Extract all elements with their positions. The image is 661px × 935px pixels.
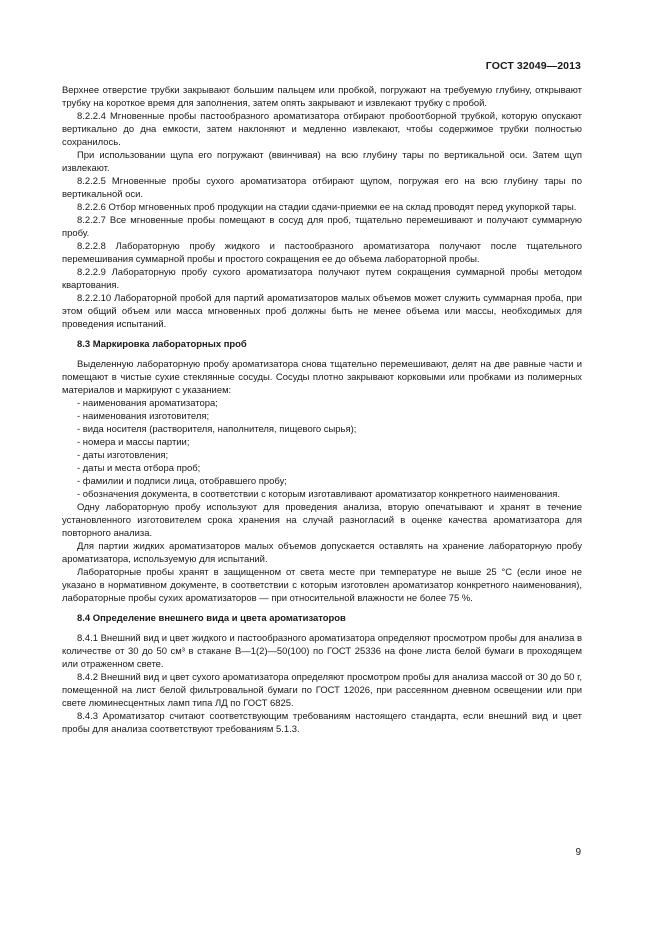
- paragraph: Верхнее отверстие трубки закрывают большим пальцем или пробкой, погружают на требуемую глубину, открывают трубку на короткое время для заполнения, затем опять закрывают и извлекают трубку с пробой.: [62, 85, 582, 109]
- paragraph: 8.4.1 Внешний вид и цвет жидкого и пастообразного ароматизатора определяют просмотром пробы для анализа в количестве от 30 до 50 см³ в стакане В—1(2)—50(100) по ГОСТ 25336 на фоне листа белой бумаги в проходящем или отраженном свете.: [62, 633, 582, 670]
- page-number: 9: [575, 847, 581, 858]
- paragraph: 8.2.2.7 Все мгновенные пробы помещают в сосуд для проб, тщательно перемешивают и получают суммарную пробу.: [62, 215, 582, 239]
- paragraph: Для партии жидких ароматизаторов малых объемов допускается оставлять на хранение лабораторную пробу ароматизатора, используемую для испытаний.: [62, 541, 582, 565]
- paragraph: 8.4.3 Ароматизатор считают соответствующим требованиям настоящего стандарта, если внешний вид и цвет пробы для анализа соответствуют требованиям 5.1.3.: [62, 711, 582, 735]
- paragraph: 8.2.2.8 Лабораторную пробу жидкого и пастообразного ароматизатора получают после тщательного перемешивания суммарной пробы и простого сокращения ее до объема лабораторной пробы.: [62, 241, 582, 265]
- paragraph: 8.2.2.5 Мгновенные пробы сухого ароматизатора отбирают щупом, погружая его на всю глубину тары по вертикальной оси.: [62, 176, 582, 200]
- paragraph: 8.2.2.10 Лабораторной пробой для партий ароматизаторов малых объемов может служить суммарная проба, при этом общий объем или масса мгновенных проб должны быть не менее объема или массы, необходимых для проведения испытаний.: [62, 293, 582, 330]
- section-heading: 8.4 Определение внешнего вида и цвета ароматизаторов: [77, 613, 346, 624]
- list-item: - номера и массы партии;: [77, 437, 190, 448]
- list-item: - фамилии и подписи лица, отобравшего пробу;: [77, 476, 287, 487]
- list-item: - даты изготовления;: [77, 450, 169, 461]
- paragraph: 8.2.2.4 Мгновенные пробы пастообразного ароматизатора отбирают пробоотборной трубкой, которую опускают вертикально до дна емкости, затем наклоняют и медленно извлекают, чтобы содержимое трубки полностью сохранилось.: [62, 111, 582, 148]
- list-item: - вида носителя (растворителя, наполнителя, пищевого сырья);: [77, 424, 357, 435]
- paragraph: Выделенную лабораторную пробу ароматизатора снова тщательно перемешивают, делят на две равные части и помещают в чистые сухие стеклянные сосуды. Сосуды плотно закрывают корковыми или пробками из полимерных материалов и маркируют с указанием:: [62, 359, 582, 396]
- list-item: - обозначения документа, в соответствии с которым изготавливают ароматизатор конкретного наименования.: [77, 489, 561, 500]
- paragraph: 8.2.2.9 Лабораторную пробу сухого ароматизатора получают путем сокращения суммарной пробы методом квартования.: [62, 267, 582, 291]
- paragraph: Лабораторные пробы хранят в защищенном от света месте при температуре не выше 25 °С (если иное не указано в нормативном документе, в соответствии с которым изготовлен ароматизатор конкретного наименования), лабораторные пробы сухих ароматизаторов — при относительной влажности не более 75 %.: [62, 567, 582, 604]
- document-header: ГОСТ 32049—2013: [485, 60, 581, 72]
- paragraph: Одну лабораторную пробу используют для проведения анализа, вторую опечатывают и хранят в течение установленного изготовителем срока хранения на случай разногласий в оценке качества ароматизатора для повторного анализа.: [62, 502, 582, 539]
- section-heading: 8.3 Маркировка лабораторных проб: [77, 339, 247, 350]
- document-body: [62, 84, 582, 736]
- paragraph: 8.4.2 Внешний вид и цвет сухого ароматизатора определяют просмотром пробы для анализа массой от 30 до 50 г, помещенной на лист белой фильтровальной бумаги по ГОСТ 12026, при рассеянном дневном освещении или при свете люминесцентных ламп типа ЛД по ГОСТ 6825.: [62, 672, 582, 709]
- list-item: - наименования ароматизатора;: [77, 398, 218, 409]
- paragraph: 8.2.2.6 Отбор мгновенных проб продукции на стадии сдачи-приемки ее на склад проводят перед укупоркой тары.: [77, 202, 577, 213]
- list-item: - даты и места отбора проб;: [77, 463, 201, 474]
- list-item: - наименования изготовителя;: [77, 411, 210, 422]
- paragraph: При использовании щупа его погружают (ввинчивая) на всю глубину тары по вертикальной оси. Затем щуп извлекают.: [62, 150, 582, 174]
